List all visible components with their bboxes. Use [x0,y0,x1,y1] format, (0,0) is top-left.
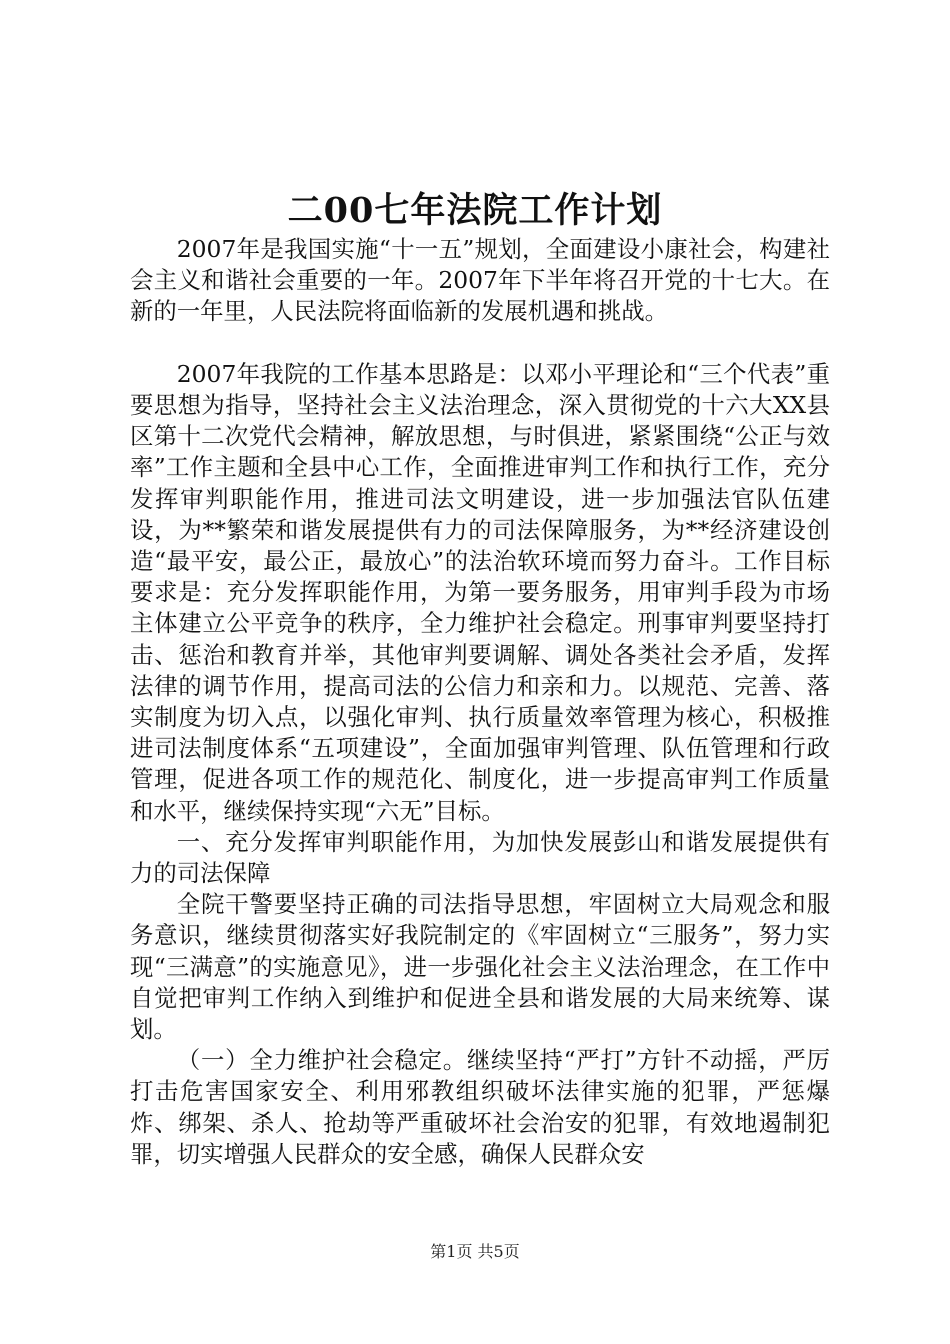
section-heading-1: 一、充分发挥审判职能作用，为加快发展彭山和谐发展提供有力的司法保障 [130,827,830,888]
document-title: 二00七年法院工作计划 [287,190,663,231]
paragraph-work-ideas: 2007年我院的工作基本思路是：以邓小平理论和“三个代表”重要思想为指导，坚持社会主义法治理念，深入贯彻党的十六大XX县区第十二次党代会精神，解放思想，与时俱进，紧紧围绕“公正与效率”工作主题和全县中心工作，全面推进审判工作和执行工作，充分发挥审判职能作用，推进司法文明建设，进一步加强法官队伍建设，为**繁荣和谐发展提供有力的司法保障服务，为**经济建设创造“最平安，最公正，最放心”的法治软环境而努力奋斗。工作目标要求是：充分发挥职能作用，为第一要务服务，用审判手段为市场主体建立公平竞争的秩序，全力维护社会稳定。刑事审判要坚持打击、惩治和教育并举，其他审判要调解、调处各类社会矛盾，发挥法律的调节作用，提高司法的公信力和亲和力。以规范、完善、落实制度为切入点，以强化审判、执行质量效率管理为核心，积极推进司法制度体系“五项建设”，全面加强审判管理、队伍管理和行政管理，促进各项工作的规范化、制度化，进一步提高审判工作质量和水平，继续保持实现“六无”目标。 [130,359,830,825]
page-footer: 第1页 共5页 [430,1242,520,1261]
document-body [130,234,830,1170]
paragraph-section-1: 全院干警要坚持正确的司法指导思想，牢固树立大局观念和服务意识，继续贯彻落实好我院制定的《牢固树立“三服务”，努力实现“三满意”的实施意见》，进一步强化社会主义法治理念，在工作中自觉把审判工作纳入到维护和促进全县和谐发展的大局来统筹、谋划。 [130,890,830,1044]
paragraph-intro: 2007年是我国实施“十一五”规划，全面建设小康社会，构建社会主义和谐社会重要的一年。2007年下半年将召开党的十七大。在新的一年里，人民法院将面临新的发展机遇和挑战。 [130,235,830,326]
paragraph-subsection-1: （一）全力维护社会稳定。继续坚持“严打”方针不动摇，严厉打击危害国家安全、利用邪教组织破坏法律实施的犯罪，严惩爆炸、绑架、杀人、抢劫等严重破坏社会治安的犯罪，有效地遏制犯罪，切实增强人民群众的安全感，确保人民群众安 [130,1046,830,1168]
